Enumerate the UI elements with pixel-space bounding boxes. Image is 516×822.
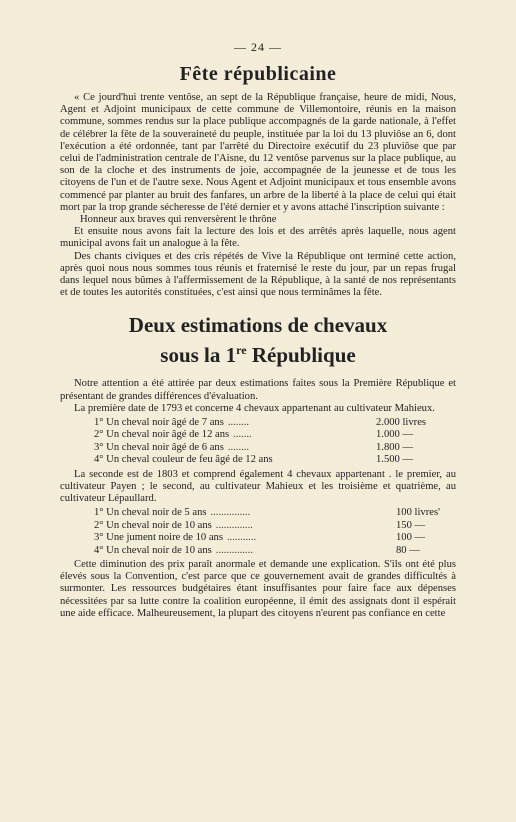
leader-dots: ........ — [227, 417, 250, 429]
horse-label: 3° Un cheval noir âgé de 6 ans — [94, 441, 224, 453]
paragraph: Et ensuite nous avons fait la lecture des lois et des arrêtés après laquelle, nous agent municipal avons fait un analogue à la fête. — [60, 226, 456, 250]
leader-dots — [273, 454, 376, 466]
horse-price: 100 livres' — [396, 507, 440, 519]
horse-price: 1.800 — — [376, 441, 414, 453]
list-item — [60, 429, 456, 441]
paragraph: Notre attention a été attirée par deux estimations faites sous la Première République et présentant de grandes différences d'évaluation. — [60, 378, 456, 402]
leader-dots: ............... — [210, 507, 251, 519]
section-title-chevaux — [60, 313, 456, 368]
horse-label: 1° Un cheval noir âgé de 7 ans — [94, 417, 224, 429]
horse-list-1803 — [60, 507, 456, 557]
paragraph: La seconde est de 1803 et comprend également 4 chevaux appartenant . le premier, au cultivateur Payen ; le second, au cultivateur Mahieux et les troisième et quatrième, au cultivateur Lépaullard. — [60, 468, 456, 505]
leader-dots: ........ — [227, 441, 250, 453]
title-line-2-part-b: République — [246, 343, 356, 368]
horse-label: 2° Un cheval noir de 10 ans — [94, 519, 212, 531]
list-item — [60, 532, 456, 544]
title-line-2-part-a: sous la 1 — [160, 343, 237, 368]
page-number: — 24 — — [234, 40, 282, 54]
leader-dots: ........... — [226, 532, 257, 544]
horse-list-1793 — [60, 417, 456, 467]
list-item — [60, 454, 456, 466]
paragraph: « Ce jourd'hui trente ventôse, an sept de la République française, heure de midi, Nous, Agent et Adjoint municipaux de cette commune de Villemontoire, réunis en la maison commune, sommes rendus sur la place publique accompagnés de la garde nationale, à l'effet de célébrer la fête de la souveraineté du peuple, instituée par la loi du 13 pluviôse an 6, dont l'exécution a été ordonnée, tant par l'arrêté du Directoire exécutif du 23 pluviôse que par celui de l'administration centrale de l'Aisne, du 12 ventôse parvenus sur la place publique, au son de la cloche et des instruments de joie, accompagnée de la jeunesse et de tous les citoyens de l'un et de l'autre sexe. Nous Agent et Adjoint municipaux et tous ensemble avons commencé par planter au bruit des fanfares, un arbre de la liberté à la place de celui qui était mort par la trop grande sécheresse de l'été dernier et y avons attaché l'inscription suivante : — [60, 92, 456, 213]
inscription-text: Honneur aux braves qui renversèrent le thrône — [80, 214, 277, 226]
horse-label: 3° Une jument noire de 10 ans — [94, 532, 223, 544]
leader-dots: .............. — [215, 544, 253, 556]
horse-price: 150 — — [396, 519, 426, 531]
title-line-2 — [60, 338, 456, 368]
horse-label: 2° Un cheval noir âgé de 12 ans — [94, 429, 230, 441]
list-item — [60, 417, 456, 429]
horse-price: 80 — — [396, 544, 420, 556]
horse-label: 1° Un cheval noir de 5 ans — [94, 507, 207, 519]
horse-label: 4° Un cheval noir de 10 ans — [94, 544, 212, 556]
list-item — [60, 545, 456, 557]
list-item — [60, 520, 456, 532]
title-superscript: re — [236, 343, 247, 358]
horse-price: 100 — — [396, 532, 426, 544]
paragraph: Des chants civiques et des cris répétés de Vive la République ont terminé cette action, après quoi nous nous sommes tous réunis et fraternisé le reste du jour, par un repas frugal dans lequel nous bûmes à l'affermissement de la République, à la santé de nos représentants et de toutes les autorités constituées, c'est ainsi que nous terminâmes la fête. — [60, 250, 456, 299]
list-item — [60, 442, 456, 454]
horse-price: 1.000 — — [376, 429, 414, 441]
leader-dots: ....... — [233, 429, 252, 441]
horse-label: 4° Un cheval couleur de feu âgé de 12 ans — [94, 454, 273, 466]
horse-price: 1.500 — — [376, 454, 414, 466]
list-item — [60, 507, 456, 519]
paragraph: La première date de 1793 et concerne 4 chevaux appartenant au cultivateur Mahieux. — [74, 402, 435, 414]
section-title-fete: Fête républicaine — [179, 63, 337, 85]
leader-dots: .............. — [215, 519, 253, 531]
horse-price: 2.000 livres — [376, 417, 427, 429]
title-line-1: Deux estimations de chevaux — [128, 313, 388, 338]
paragraph: Cette diminution des prix paraît anormale et demande une explication. S'ils ont été plus élevés sous la Convention, c'est parce que ce gouvernement avait de grandes difficultés à surmonter. Les ressources budgétaires étant insuffisantes pour faire face aux dépenses nécessitées par sa lutte contre la coalition européenne, il émit des assignats dont il espérait une aide efficace. Malheureusement, la plupart des citoyens n'eurent pas confiance en cette — [60, 558, 456, 619]
